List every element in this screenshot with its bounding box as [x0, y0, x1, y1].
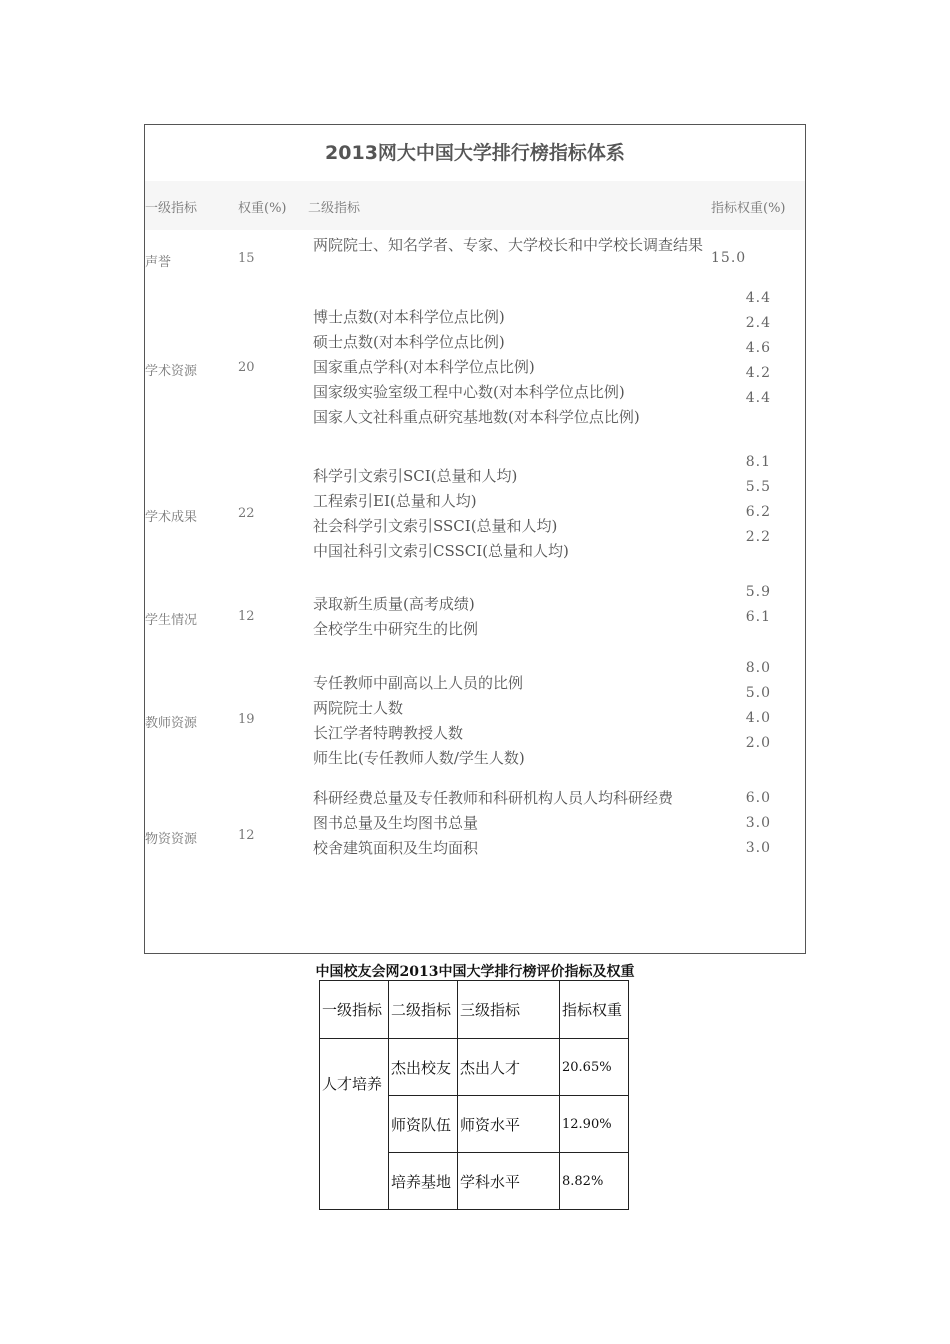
level2-item: 科研经费总量及专任教师和科研机构人员人均科研经费: [313, 789, 674, 807]
header-indicator-weight: 指标权重(%): [711, 201, 786, 216]
indicator-weight: 5.5: [745, 479, 771, 495]
weight-cell: 12.90%: [560, 1096, 629, 1153]
table-row: [320, 1039, 629, 1096]
level2-item: 国家重点学科(对本科学位点比例): [313, 358, 535, 376]
indicator-weight: 6.1: [745, 609, 771, 625]
header-level1: 一级指标: [145, 201, 198, 216]
indicator-weight: 2.0: [745, 735, 771, 751]
alumni-ranking-title: 中国校友会网2013中国大学排行榜评价指标及权重: [315, 964, 635, 980]
level2-item: 校舍建筑面积及生均面积: [313, 839, 479, 857]
level1-label: 物资资源: [145, 832, 198, 847]
table-header-row: [320, 981, 629, 1039]
level2-item: 全校学生中研究生的比例: [313, 620, 479, 638]
header-level2: 二级指标: [308, 201, 361, 216]
level2-item: 国家级实验室级工程中心数(对本科学位点比例): [313, 383, 625, 401]
level2-cell: 培养基地: [389, 1153, 458, 1210]
weight-value: 22: [238, 506, 255, 521]
alumni-ranking-table: [319, 980, 629, 1210]
level1-label: 教师资源: [145, 716, 198, 731]
indicator-weight: 8.1: [745, 454, 771, 470]
weight-cell: 8.82%: [560, 1153, 629, 1210]
indicator-weight: 6.0: [745, 790, 771, 806]
level2-item: 师生比(专任教师人数/学生人数): [313, 749, 525, 767]
indicator-weight: 2.2: [745, 529, 771, 545]
level2-item: 博士点数(对本科学位点比例): [313, 308, 505, 326]
level2-item: 图书总量及生均图书总量: [313, 814, 479, 832]
weight-value: 12: [238, 609, 255, 624]
indicator-weight: 8.0: [745, 660, 771, 676]
header-level1: 一级指标: [320, 981, 389, 1039]
level1-cell: 人才培养: [320, 1039, 389, 1210]
indicator-weight: 4.2: [745, 365, 771, 381]
level1-label: 学生情况: [145, 613, 198, 628]
table-header-row: [145, 181, 805, 230]
level2-item: 录取新生质量(高考成绩): [313, 595, 475, 613]
level2-cell: 师资队伍: [389, 1096, 458, 1153]
weight-value: 15: [238, 251, 255, 266]
header-level2: 二级指标: [389, 981, 458, 1039]
indicator-weight: 4.0: [745, 710, 771, 726]
level2-item: 工程索引EI(总量和人均): [313, 492, 477, 510]
indicator-weight: 2.4: [745, 315, 771, 331]
indicator-weight: 5.9: [745, 584, 771, 600]
level3-cell: 师资水平: [458, 1096, 560, 1153]
weight-value: 12: [238, 828, 255, 843]
level3-cell: 学科水平: [458, 1153, 560, 1210]
level1-label: 学术资源: [145, 364, 198, 379]
level2-item: 科学引文索引SCI(总量和人均): [313, 467, 518, 485]
header-weight: 权重(%): [238, 201, 287, 216]
level2-item: 国家人文社科重点研究基地数(对本科学位点比例): [313, 408, 640, 426]
level2-item: 中国社科引文索引CSSCI(总量和人均): [313, 542, 569, 560]
level2-item: 硕士点数(对本科学位点比例): [313, 333, 505, 351]
weight-value: 19: [238, 712, 255, 727]
indicator-weight: 15.0: [711, 250, 747, 266]
header-weight: 指标权重: [560, 981, 629, 1039]
weight-cell: 20.65%: [560, 1039, 629, 1096]
level2-item: 长江学者特聘教授人数: [313, 724, 464, 742]
indicator-weight: 4.4: [745, 290, 771, 306]
panel-title: 2013网大中国大学排行榜指标体系: [145, 125, 805, 182]
indicator-weight: 6.2: [745, 504, 771, 520]
level1-label: 声誉: [145, 255, 172, 270]
weight-value: 20: [238, 360, 255, 375]
level1-label: 学术成果: [145, 510, 198, 525]
indicator-weight: 4.6: [745, 340, 771, 356]
header-level3: 三级指标: [458, 981, 560, 1039]
level3-cell: 杰出人才: [458, 1039, 560, 1096]
indicator-weight: 3.0: [745, 840, 771, 856]
level2-item: 两院院士、知名学者、专家、大学校长和中学校长调查结果: [313, 236, 704, 254]
level2-item: 专任教师中副高以上人员的比例: [313, 674, 524, 692]
indicator-weight: 4.4: [745, 390, 771, 406]
level2-item: 两院院士人数: [313, 699, 404, 717]
indicator-system-panel: [144, 124, 806, 954]
indicator-weight: 5.0: [745, 685, 771, 701]
level2-item: 社会科学引文索引SSCI(总量和人均): [313, 517, 558, 535]
level2-cell: 杰出校友: [389, 1039, 458, 1096]
indicator-weight: 3.0: [745, 815, 771, 831]
